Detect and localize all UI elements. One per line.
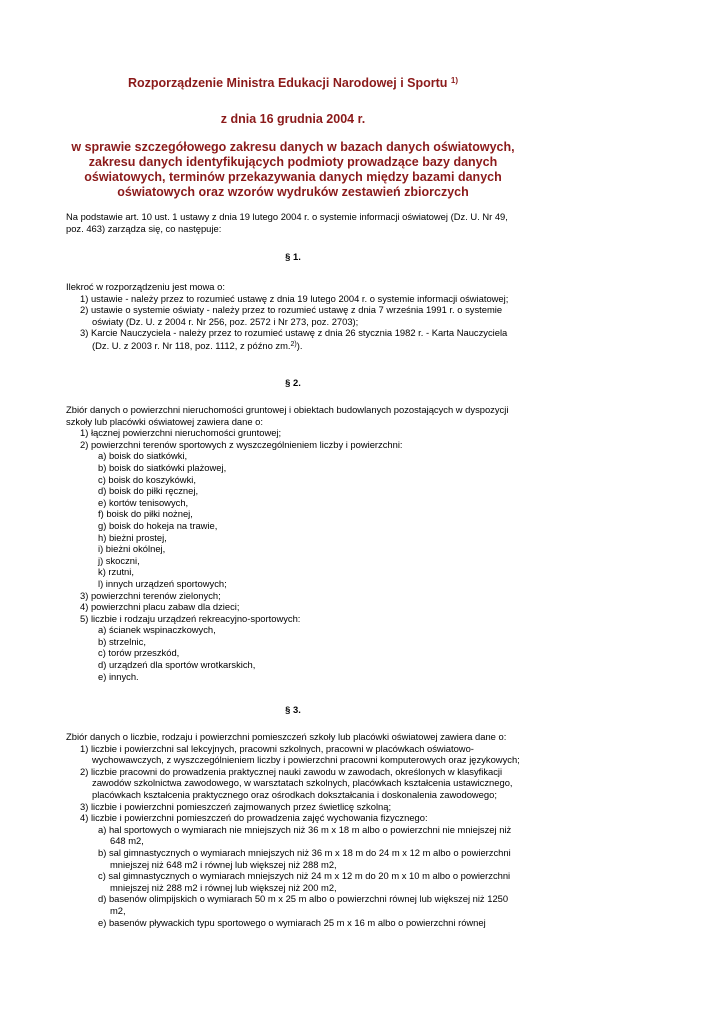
list-item: 3) powierzchni terenów zielonych; <box>80 589 221 601</box>
list-item-karta <box>66 327 520 351</box>
list-item: 3) liczbie i powierzchni pomieszczeń zajmowanych przez świetlicę szkolną; <box>80 800 392 812</box>
sub-list-item: i) bieżni okólnej, <box>98 543 166 555</box>
list-item: 5) liczbie i rodzaju urządzeń rekreacyjno-sportowych: <box>80 612 301 624</box>
list-item: 2) powierzchni terenów sportowych z wyszczególnieniem liczby i powierzchni: <box>80 438 403 450</box>
sub-list-item: d) boisk do piłki ręcznej, <box>98 485 199 497</box>
list-item: 2) ustawie o systemie oświaty - należy przez to rozumieć ustawę z dnia 7 września 1991 r. o systemie oświaty (Dz. U. z 2004 r. Nr 256, poz. 2572 i Nr 273, poz. 2703); <box>80 304 503 327</box>
preamble: Na podstawie art. 10 ust. 1 ustawy z dnia 19 lutego 2004 r. o systemie informacji oświatowej (Dz. U. Nr 49, poz. 463) zarządza się, co następuje: <box>66 211 508 234</box>
list-item-text: 3) Karcie Nauczyciela - należy przez to rozumieć ustawę z dnia 26 stycznia 1982 r. - Karta Nauczyciela (Dz. U. z 2003 r. Nr 118, poz. 1112, z późno zm. <box>80 327 508 351</box>
title-footnote-link[interactable]: 1) <box>450 76 459 85</box>
list-item: 4) powierzchni placu zabaw dla dzieci; <box>80 601 240 613</box>
list-item-end: ). <box>296 339 303 351</box>
sub-list-item: c) torów przeszkód, <box>98 647 180 659</box>
sub-list-item: a) hal sportowych o wymiarach nie mniejszych niż 36 m x 18 m albo o powierzchni nie mniejszej niż 648 m2, <box>98 823 512 847</box>
sub-list-item: f) boisk do piłki nożnej, <box>98 508 193 520</box>
footnote-link[interactable]: 2) <box>290 340 297 348</box>
sub-list-item: a) ścianek wspinaczkowych, <box>98 624 216 636</box>
list-item: 1) ustawie - należy przez to rozumieć ustawę z dnia 19 lutego 2004 r. o systemie informacji oświatowej; <box>80 292 509 304</box>
sub-list-item: l) innych urządzeń sportowych; <box>98 577 227 589</box>
document-date: z dnia 16 grudnia 2004 r. <box>220 112 366 126</box>
sub-list-item: a) boisk do siatkówki, <box>98 450 188 462</box>
list-item: 1) liczbie i powierzchni sal lekcyjnych, pracowni szkolnych, pracowni w placówkach oświatowo-wychowawczych, z wyszczególnieniem liczby i powierzchni pracowni komputerowych oraz językowych; <box>80 742 520 766</box>
section-1-heading: § 1. <box>285 251 301 262</box>
sub-list-item: e) basenów pływackich typu sportowego o wymiarach 25 m x 16 m albo o powierzchni równej <box>98 916 486 928</box>
document-subject: w sprawie szczegółowego zakresu danych w bazach danych oświatowych, zakresu danych identyfikujących podmioty prowadzące bazy danych oświatowych, terminów przekazywania danych między bazami danych oświatowych oraz wzorów wydruków zestawień zbiorczych <box>71 140 515 199</box>
sub-list-item: d) basenów olimpijskich o wymiarach 50 m x 25 m albo o powierzchni równej lub większej niż 1250 m2, <box>98 893 509 916</box>
section-2-heading: § 2. <box>285 377 301 388</box>
sub-list-item: c) sal gimnastycznych o wymiarach mniejszych niż 24 m x 12 m do 20 m x 10 m albo o powierzchni mniejszej niż 288 m2 i równej lub większej niż 200 m2, <box>98 870 511 893</box>
section-3-intro: Zbiór danych o liczbie, rodzaju i powierzchni pomieszczeń szkoły lub placówki oświatowej zawiera dane o: <box>66 731 507 742</box>
section-1-body <box>66 281 520 352</box>
section-3-body <box>66 731 520 928</box>
sub-list-item: d) urządzeń dla sportów wrotkarskich, <box>98 659 256 671</box>
title-text: Rozporządzenie Ministra Edukacji Narodowej i Sportu <box>127 76 448 90</box>
section-1-intro: Ilekroć w rozporządzeniu jest mowa o: <box>66 281 225 292</box>
list-item: 2) liczbie pracowni do prowadzenia praktycznej nauki zawodu w zawodach, określonych w klasyfikacji zawodów szkolnictwa zawodowego, w warsztatach szkolnych, placówkach kształcenia ustawicznego, placówkach kształcenia praktycznego oraz ośrodkach dokształcania i doskonalenia zawodowego; <box>80 765 513 800</box>
sub-list-item: b) boisk do siatkówki plażowej, <box>98 461 227 473</box>
document-title <box>66 73 520 91</box>
sub-list-item: h) bieżni prostej, <box>98 531 167 543</box>
section-2-body <box>66 404 520 682</box>
sub-list-item: b) sal gimnastycznych o wymiarach mniejszych niż 36 m x 18 m do 24 m x 12 m albo o powierzchni mniejszej niż 648 m2 i równej lub większej niż 288 m2, <box>98 846 511 870</box>
list-item: 1) łącznej powierzchni nieruchomości gruntowej; <box>80 427 282 439</box>
sub-list-item: b) strzelnic, <box>98 635 146 647</box>
sub-list-item: g) boisk do hokeja na trawie, <box>98 519 218 531</box>
sub-list-item: e) innych. <box>98 670 139 682</box>
sub-list-item: k) rzutni, <box>98 566 134 578</box>
section-2-intro: Zbiór danych o powierzchni nieruchomości gruntowej i obiektach budowlanych pozostających w dyspozycji szkoły lub placówki oświatowej zawiera dane o: <box>66 404 509 427</box>
sub-list-item: j) skoczni, <box>98 554 140 566</box>
sub-list-item: e) kortów tenisowych, <box>98 496 189 508</box>
sub-list-item: c) boisk do koszykówki, <box>98 473 196 485</box>
section-3-heading: § 3. <box>285 704 301 715</box>
list-item: 4) liczbie i powierzchni pomieszczeń do prowadzenia zajęć wychowania fizycznego: <box>80 812 428 824</box>
